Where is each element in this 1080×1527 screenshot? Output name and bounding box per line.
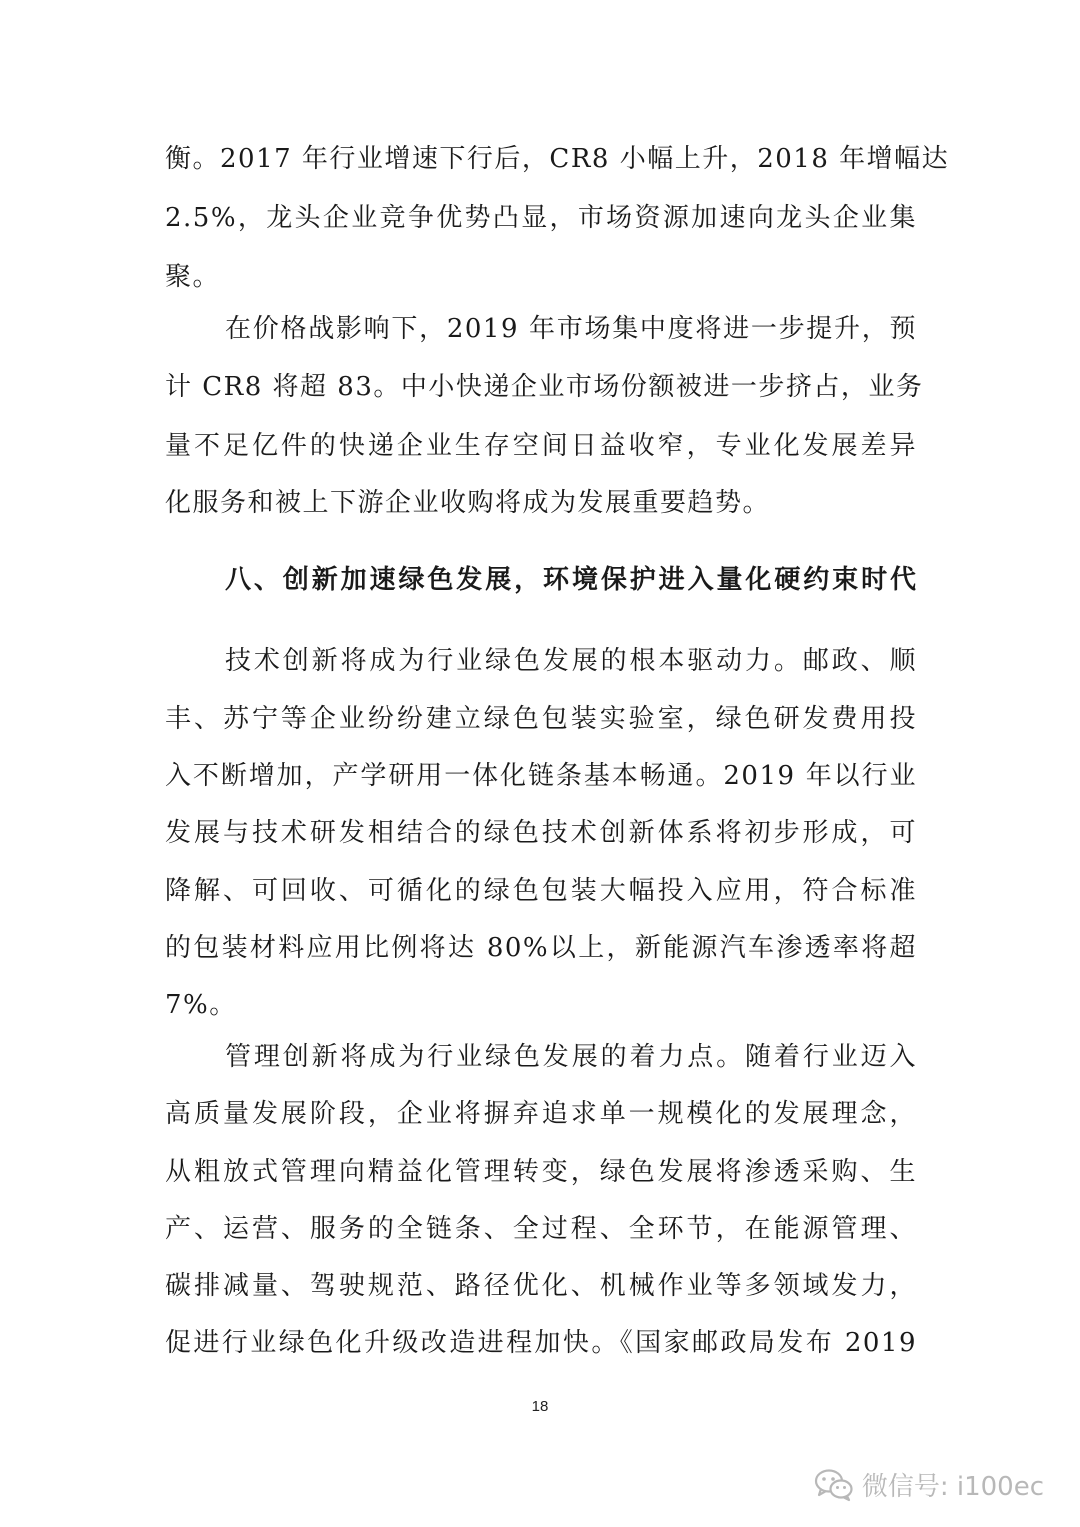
body-text-line: 发展与技术研发相结合的绿色技术创新体系将初步形成，可	[165, 818, 917, 848]
body-text-line: 2.5%，龙头企业竞争优势凸显，市场资源加速向龙头企业集	[165, 203, 917, 233]
body-text-line: 降解、可回收、可循化的绿色包装大幅投入应用，符合标准	[165, 876, 917, 906]
body-text-line: 从粗放式管理向精益化管理转变，绿色发展将渗透采购、生	[165, 1157, 917, 1187]
section-heading: 八、创新加速绿色发展，环境保护进入量化硬约束时代	[225, 565, 917, 595]
body-text-line: 化服务和被上下游企业收购将成为发展重要趋势。	[165, 488, 771, 518]
watermark-text: 微信号: i100ec	[861, 1472, 1044, 1502]
body-text-line: 计 CR8 将超 83。中小快递企业市场份额被进一步挤占，业务	[165, 372, 924, 402]
body-text-line: 7%。	[165, 990, 237, 1020]
body-text-line: 促进行业绿色化升级改造进程加快。《国家邮政局发布 2019	[165, 1328, 917, 1358]
body-text-line: 入不断增加，产学研用一体化链条基本畅通。2019 年以行业	[165, 761, 917, 791]
body-text-line: 技术创新将成为行业绿色发展的根本驱动力。邮政、顺	[225, 646, 917, 676]
watermark	[814, 1466, 1044, 1503]
body-text-line: 聚。	[165, 262, 221, 292]
body-text-line: 在价格战影响下，2019 年市场集中度将进一步提升，预	[225, 314, 917, 344]
body-text-line: 量不足亿件的快递企业生存空间日益收窄，专业化发展差异	[165, 431, 917, 461]
body-text-line: 衡。2017 年行业增速下行后，CR8 小幅上升，2018 年增幅达	[165, 144, 950, 174]
body-text-line: 产、运营、服务的全链条、全过程、全环节，在能源管理、	[165, 1214, 917, 1244]
page-number: 18	[531, 1398, 549, 1415]
body-text-line: 高质量发展阶段，企业将摒弃追求单一规模化的发展理念，	[165, 1099, 917, 1129]
body-text-line: 丰、苏宁等企业纷纷建立绿色包装实验室，绿色研发费用投	[165, 704, 917, 734]
body-text-line: 管理创新将成为行业绿色发展的着力点。随着行业迈入	[225, 1042, 917, 1072]
body-text-line: 的包装材料应用比例将达 80%以上，新能源汽车渗透率将超	[165, 933, 917, 963]
wechat-icon	[814, 1468, 854, 1502]
body-text-line: 碳排减量、驾驶规范、路径优化、机械作业等多领域发力，	[165, 1271, 917, 1301]
